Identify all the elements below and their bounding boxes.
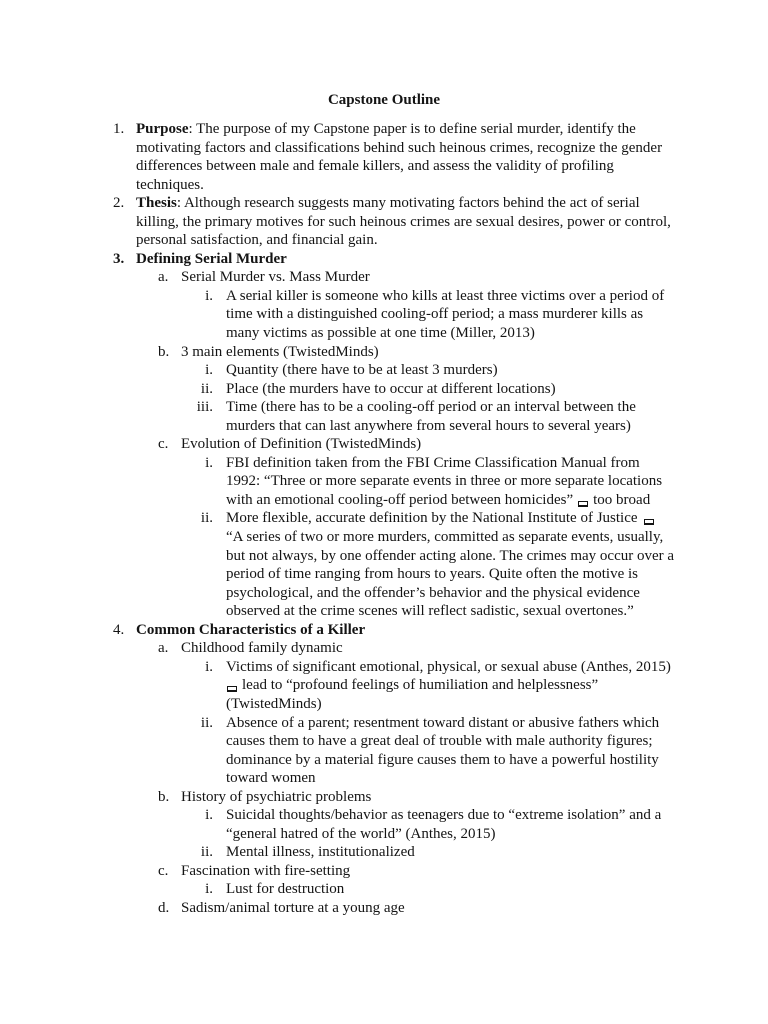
- continuation-line: killing, the primary motives for such heinous crimes are sexual desires, power or control,: [136, 213, 671, 230]
- continuation-line: personal satisfaction, and financial gain.: [136, 232, 378, 249]
- sub-sub-item-numeral: ii.: [200, 844, 213, 861]
- continuation-line: [0, 676, 768, 695]
- sub-sub-item-numeral: iii.: [196, 399, 213, 416]
- sub-sub-item-text: Absence of a parent; resentment toward distant or abusive fathers which: [226, 714, 660, 731]
- sub-item-letter: a.: [158, 269, 169, 286]
- item-text: : The purpose of my Capstone paper is to define serial murder, identify the: [188, 121, 636, 137]
- continuation-line: differences between male and female killers, and assess the validity of profiling: [136, 158, 614, 175]
- sub-sub-item-text: Quantity (there have to be at least 3 murders): [226, 362, 498, 379]
- item-number: 1.: [113, 121, 125, 137]
- sub-sub-item: [0, 398, 768, 417]
- continuation-line: motivating factors and classifications behind such heinous crimes, recognize the gender: [136, 139, 663, 156]
- sub-item-text: Evolution of Definition (TwistedMinds): [181, 436, 422, 453]
- sub-sub-item-text: A serial killer is someone who kills at least three victims over a period of: [226, 287, 665, 304]
- continuation-line: period of time ranging from hours to years. Quite often the motive is: [226, 566, 638, 583]
- outline-item-thesis: [0, 194, 768, 213]
- line-text: with an emotional cooling-off period between homicides”: [226, 491, 574, 508]
- outline-item-common-characteristics: [0, 621, 768, 640]
- sub-item: [0, 788, 768, 807]
- sub-sub-item: [0, 806, 768, 825]
- continuation-line: causes them to have a great deal of trouble with male authority figures;: [226, 733, 653, 750]
- sub-sub-item-text: FBI definition taken from the FBI Crime Classification Manual from: [226, 454, 640, 471]
- section-heading: Common Characteristics of a Killer: [136, 621, 366, 638]
- item-label: Purpose: [136, 121, 189, 137]
- sub-sub-item-text: Lust for destruction: [226, 881, 345, 898]
- sub-sub-item-numeral: i.: [205, 454, 213, 471]
- sub-sub-item: [0, 380, 768, 399]
- continuation-line: many victims as possible at one time (Miller, 2013): [226, 325, 535, 342]
- sub-item: [0, 639, 768, 658]
- arrow-box-icon: [227, 686, 237, 692]
- continuation-line: techniques.: [136, 176, 204, 193]
- sub-sub-item-numeral: i.: [205, 362, 213, 379]
- document-title: Capstone Outline: [327, 92, 441, 108]
- sub-item-text: Fascination with fire-setting: [181, 862, 351, 879]
- sub-item-letter: d.: [158, 899, 170, 916]
- sub-sub-item-numeral: ii.: [200, 510, 213, 527]
- sub-sub-item-numeral: i.: [205, 658, 213, 675]
- sub-sub-item-text: Victims of significant emotional, physical, or sexual abuse (Anthes, 2015): [226, 658, 671, 675]
- sub-sub-item-text: Mental illness, institutionalized: [226, 844, 415, 861]
- continuation-line: observed at the crime scenes will reflect sadistic, sexual overtones.”: [226, 603, 634, 620]
- arrow-note: too broad: [593, 491, 651, 508]
- continuation-line: “general hatred of the world” (Anthes, 2015): [226, 825, 496, 842]
- sub-sub-item: [0, 714, 768, 733]
- continuation-line: psychological, and the offender’s behavior and the physical evidence: [226, 584, 640, 601]
- sub-sub-item-numeral: ii.: [200, 380, 213, 397]
- arrow-box-icon: [644, 519, 654, 525]
- sub-item-text: 3 main elements (TwistedMinds): [181, 343, 379, 360]
- sub-item: [0, 268, 768, 287]
- sub-item-letter: a.: [158, 640, 169, 657]
- item-text: : Although research suggests many motivating factors behind the act of serial: [176, 195, 640, 212]
- continuation-line: “A series of two or more murders, committed as separate events, usually,: [226, 529, 664, 546]
- continuation-line: [0, 491, 768, 510]
- sub-sub-item-text: Place (the murders have to occur at different locations): [226, 380, 556, 397]
- sub-sub-item-numeral: ii.: [200, 714, 213, 731]
- sub-item-letter: b.: [158, 788, 170, 805]
- sub-item: [0, 862, 768, 881]
- continuation-line: time with a distinguished cooling-off period; a mass murderer kills as: [226, 306, 644, 323]
- sub-item: [0, 343, 768, 362]
- item-label: Thesis: [136, 195, 177, 212]
- continuation-line: (TwistedMinds): [226, 695, 322, 712]
- arrow-box-icon: [578, 501, 588, 507]
- sub-sub-item-text: Time (there has to be a cooling-off period or an interval between the: [226, 399, 636, 416]
- sub-sub-item: [0, 843, 768, 862]
- sub-item-text: Sadism/animal torture at a young age: [181, 899, 405, 916]
- sub-sub-item-numeral: i.: [205, 807, 213, 824]
- section-heading: Defining Serial Murder: [136, 250, 287, 267]
- sub-sub-item: [0, 454, 768, 473]
- item-number: 3.: [113, 250, 125, 267]
- sub-item: [0, 899, 768, 918]
- sub-sub-item: [0, 658, 768, 677]
- sub-item-letter: c.: [158, 436, 169, 453]
- outline-list: [0, 120, 768, 918]
- sub-sub-item-numeral: i.: [205, 287, 213, 304]
- outline-item-defining-serial-murder: [0, 250, 768, 269]
- continuation-line: murders that can last anywhere from several hours to several years): [226, 417, 631, 434]
- continuation-line: 1992: “Three or more separate events in three or more separate locations: [226, 473, 663, 490]
- sub-sub-item: [0, 361, 768, 380]
- continuation-line: toward women: [226, 770, 316, 787]
- outline-item-purpose: [0, 120, 768, 139]
- item-number: 4.: [113, 621, 125, 638]
- sub-sub-item-numeral: i.: [205, 881, 213, 898]
- sub-sub-item-text: Suicidal thoughts/behavior as teenagers due to “extreme isolation” and a: [226, 807, 662, 824]
- sub-item-text: Childhood family dynamic: [181, 640, 343, 657]
- item-number: 2.: [113, 195, 125, 212]
- line-text: lead to “profound feelings of humiliation and helplessness”: [242, 677, 599, 694]
- sub-sub-item: [0, 287, 768, 306]
- continuation-line: dominance by a material figure causes them to have a powerful hostility: [226, 751, 659, 768]
- sub-item: [0, 435, 768, 454]
- sub-item-text: History of psychiatric problems: [181, 788, 372, 805]
- sub-sub-item-text: More flexible, accurate definition by the National Institute of Justice: [226, 510, 638, 527]
- sub-sub-item: [0, 509, 768, 528]
- sub-item-letter: b.: [158, 343, 170, 360]
- sub-item-letter: c.: [158, 862, 169, 879]
- sub-sub-item: [0, 880, 768, 899]
- continuation-line: but not always, by one offender acting alone. The crimes may occur over a: [226, 547, 675, 564]
- sub-item-text: Serial Murder vs. Mass Murder: [181, 269, 370, 286]
